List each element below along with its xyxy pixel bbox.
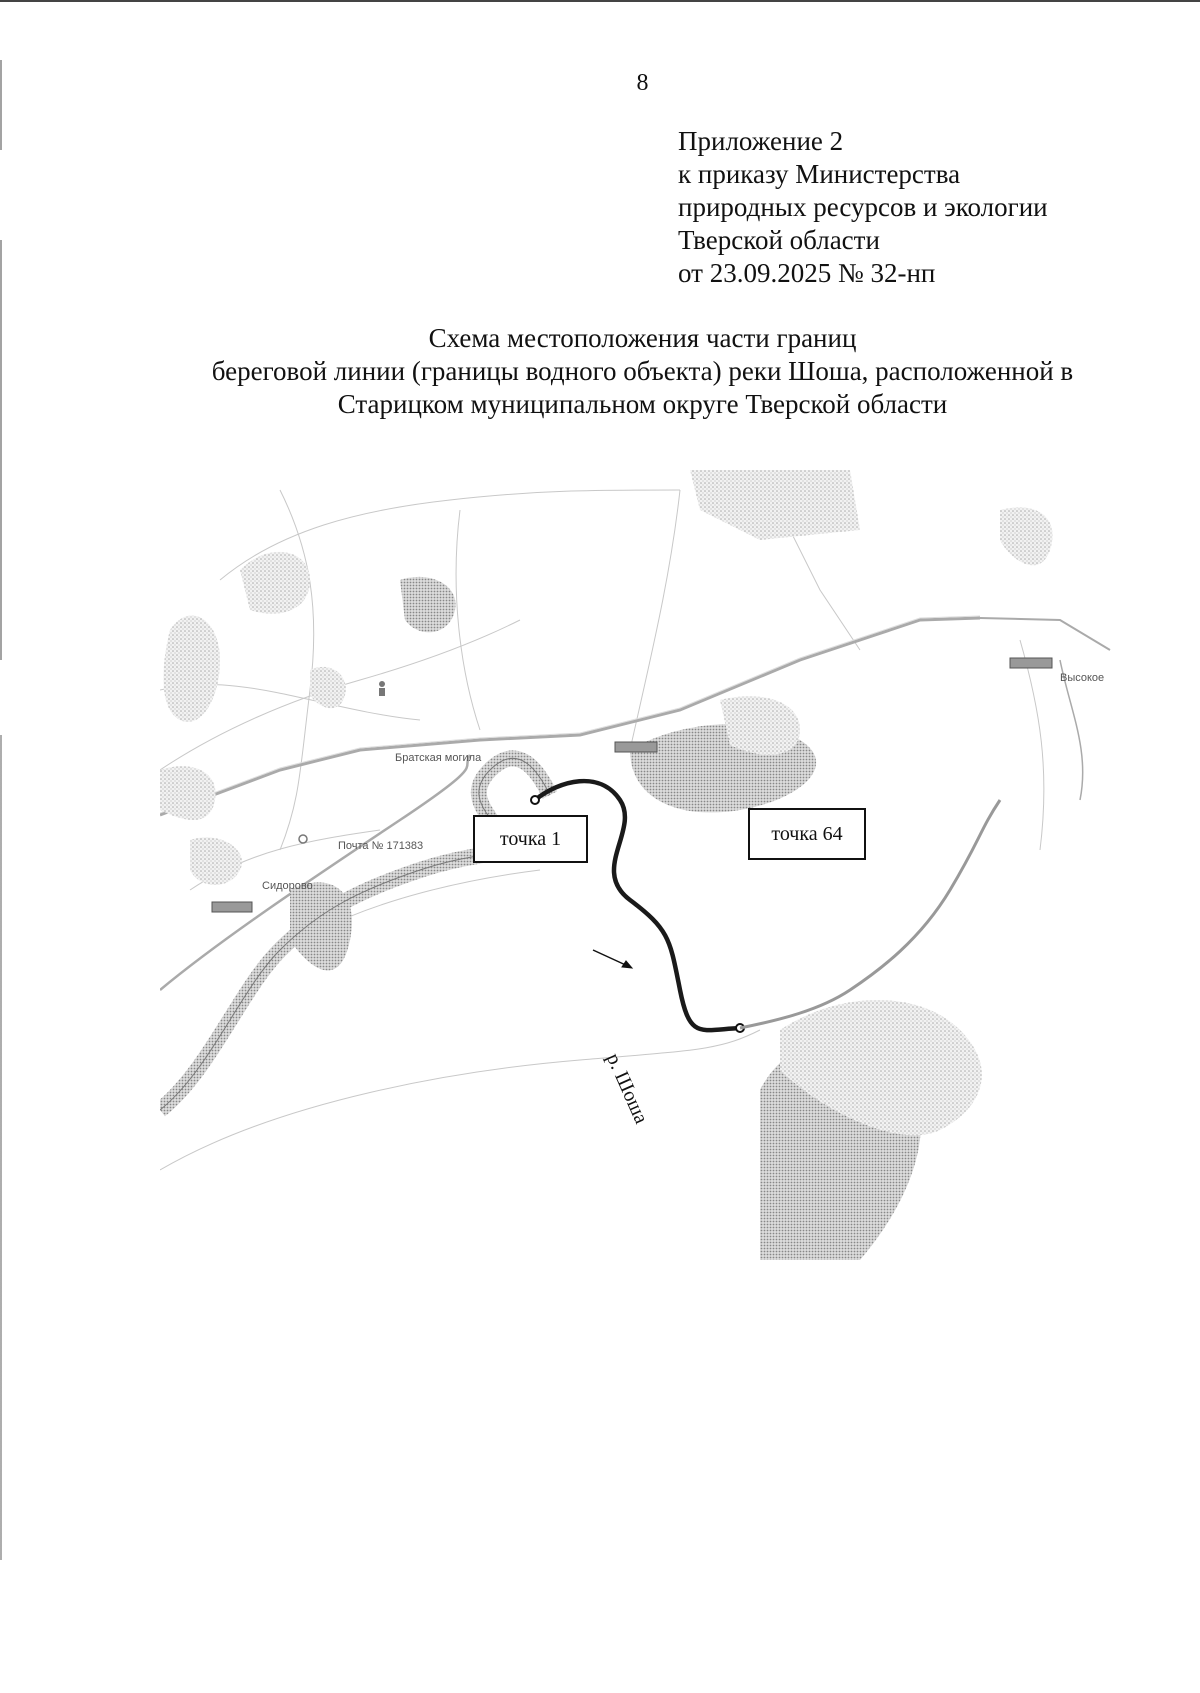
place-label: Сидорово [262, 880, 313, 892]
appendix-line: от 23.09.2025 № 32-нп [678, 258, 936, 288]
page-number: 8 [636, 70, 649, 96]
road-sign [1010, 658, 1052, 668]
document-title [0, 322, 1200, 421]
scan-edge [0, 0, 1200, 2]
vegetation-areas [160, 470, 1053, 1260]
scan-edge-left [0, 60, 2, 1560]
place-label: Почта № 171383 [338, 840, 424, 852]
post-office-icon [299, 835, 307, 843]
end-point-label: точка 64 [748, 808, 866, 860]
location-map [160, 470, 1120, 1270]
appendix-line: Приложение 2 [678, 126, 844, 156]
appendix-line: к приказу Министерства [678, 159, 961, 189]
road-sign [615, 742, 657, 752]
appendix-header [678, 125, 1048, 290]
title-line: береговой линии (границы водного объекта) реки Шоша, расположенной в [211, 356, 1074, 386]
start-point-label: точка 1 [473, 815, 588, 863]
road-sign [212, 902, 252, 912]
appendix-line: Тверской области [678, 225, 880, 255]
appendix-line: природных ресурсов и экологии [678, 192, 1048, 222]
place-label: Братская могила [395, 752, 482, 764]
title-line: Старицком муниципальном округе Тверской области [337, 389, 948, 419]
flow-direction-arrow [593, 950, 632, 968]
start-point-marker [531, 796, 539, 804]
river-label: р. Шоша [601, 1050, 653, 1127]
memorial-icon [379, 681, 385, 696]
river-main [160, 758, 550, 1110]
place-label: Высокое [1060, 672, 1105, 684]
title-line: Схема местоположения части границ [428, 323, 857, 353]
